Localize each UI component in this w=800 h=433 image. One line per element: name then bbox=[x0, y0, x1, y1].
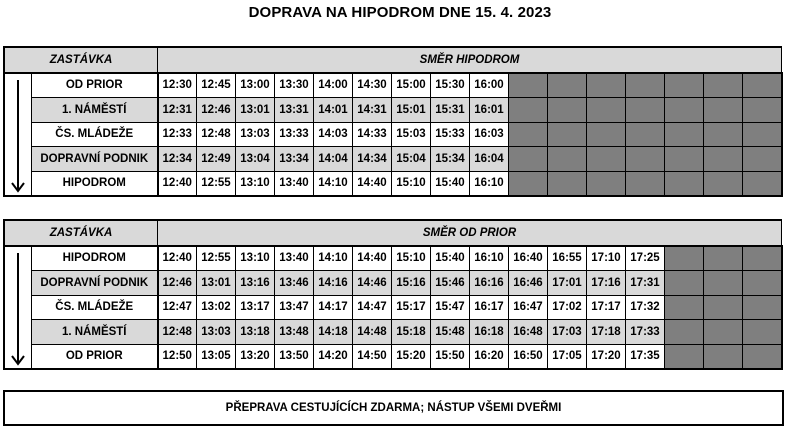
departure-time: 12:33 bbox=[158, 122, 197, 147]
departure-time: 12:45 bbox=[197, 73, 236, 98]
empty-slot bbox=[665, 98, 704, 123]
departure-time: 15:33 bbox=[431, 122, 470, 147]
stop-name: OD PRIOR bbox=[32, 73, 158, 98]
stop-name: 1. NÁMĚSTÍ bbox=[32, 98, 158, 123]
departure-time: 15:30 bbox=[431, 73, 470, 98]
departure-time: 17:03 bbox=[548, 320, 587, 345]
empty-slot bbox=[704, 320, 743, 345]
departure-time: 16:20 bbox=[470, 344, 509, 369]
departure-time: 15:04 bbox=[392, 147, 431, 172]
empty-slot bbox=[665, 171, 704, 196]
departure-time: 16:10 bbox=[470, 171, 509, 196]
departure-time: 13:01 bbox=[197, 271, 236, 296]
departure-time: 17:18 bbox=[587, 320, 626, 345]
empty-slot bbox=[626, 122, 665, 147]
departure-time: 14:03 bbox=[314, 122, 353, 147]
departure-time: 13:34 bbox=[275, 147, 314, 172]
departure-time: 13:02 bbox=[197, 295, 236, 320]
departure-time: 13:46 bbox=[275, 271, 314, 296]
down-arrow-icon bbox=[11, 80, 25, 193]
empty-slot bbox=[704, 171, 743, 196]
departure-time: 16:04 bbox=[470, 147, 509, 172]
empty-slot bbox=[743, 171, 782, 196]
departure-time: 16:10 bbox=[470, 246, 509, 271]
stop-name: DOPRAVNÍ PODNIK bbox=[32, 271, 158, 296]
departure-time: 16:18 bbox=[470, 320, 509, 345]
departure-time: 15:10 bbox=[392, 171, 431, 196]
empty-slot bbox=[509, 122, 548, 147]
empty-slot bbox=[509, 98, 548, 123]
departure-time: 12:40 bbox=[158, 246, 197, 271]
departure-time: 13:03 bbox=[197, 320, 236, 345]
empty-slot bbox=[548, 171, 587, 196]
direction-arrow-cell bbox=[4, 73, 32, 197]
stop-name: HIPODROM bbox=[32, 171, 158, 196]
departure-time: 14:04 bbox=[314, 147, 353, 172]
departure-time: 13:00 bbox=[236, 73, 275, 98]
empty-slot bbox=[665, 147, 704, 172]
departure-time: 16:17 bbox=[470, 295, 509, 320]
table-row bbox=[4, 73, 782, 98]
departure-time: 14:46 bbox=[353, 271, 392, 296]
direction-header: SMĚR OD PRIOR bbox=[158, 220, 782, 246]
departure-time: 12:46 bbox=[158, 271, 197, 296]
timetable-to-hipodrom bbox=[3, 46, 783, 197]
departure-time: 12:50 bbox=[158, 344, 197, 369]
departure-time: 14:33 bbox=[353, 122, 392, 147]
empty-slot bbox=[704, 147, 743, 172]
departure-time: 14:20 bbox=[314, 344, 353, 369]
departure-time: 12:30 bbox=[158, 73, 197, 98]
departure-time: 13:50 bbox=[275, 344, 314, 369]
table-row bbox=[4, 295, 782, 320]
empty-slot bbox=[743, 246, 782, 271]
departure-time: 14:40 bbox=[353, 246, 392, 271]
departure-time: 15:03 bbox=[392, 122, 431, 147]
empty-slot bbox=[587, 122, 626, 147]
empty-slot bbox=[665, 271, 704, 296]
empty-slot bbox=[509, 73, 548, 98]
timetable-from-hipodrom bbox=[3, 219, 783, 370]
departure-time: 12:55 bbox=[197, 246, 236, 271]
empty-slot bbox=[743, 320, 782, 345]
departure-time: 12:55 bbox=[197, 171, 236, 196]
departure-time: 13:40 bbox=[275, 171, 314, 196]
departure-time: 14:16 bbox=[314, 271, 353, 296]
page-title: DOPRAVA NA HIPODROM DNE 15. 4. 2023 bbox=[248, 4, 552, 21]
departure-time: 14:18 bbox=[314, 320, 353, 345]
empty-slot bbox=[704, 98, 743, 123]
departure-time: 14:10 bbox=[314, 171, 353, 196]
departure-time: 17:25 bbox=[626, 246, 665, 271]
empty-slot bbox=[743, 271, 782, 296]
departure-time: 16:46 bbox=[509, 271, 548, 296]
departure-time: 12:49 bbox=[197, 147, 236, 172]
departure-time: 13:48 bbox=[275, 320, 314, 345]
empty-slot bbox=[548, 122, 587, 147]
down-arrow-icon bbox=[11, 253, 25, 366]
departure-time: 13:33 bbox=[275, 122, 314, 147]
table-row bbox=[4, 271, 782, 296]
empty-slot bbox=[587, 171, 626, 196]
empty-slot bbox=[626, 73, 665, 98]
departure-time: 13:17 bbox=[236, 295, 275, 320]
departure-time: 15:40 bbox=[431, 246, 470, 271]
empty-slot bbox=[704, 295, 743, 320]
empty-slot bbox=[626, 171, 665, 196]
empty-slot bbox=[743, 344, 782, 369]
empty-slot bbox=[743, 295, 782, 320]
table-row bbox=[4, 98, 782, 123]
departure-time: 13:04 bbox=[236, 147, 275, 172]
stop-name: OD PRIOR bbox=[32, 344, 158, 369]
empty-slot bbox=[665, 320, 704, 345]
departure-time: 13:16 bbox=[236, 271, 275, 296]
departure-time: 14:17 bbox=[314, 295, 353, 320]
departure-time: 16:40 bbox=[509, 246, 548, 271]
table-row bbox=[4, 344, 782, 369]
departure-time: 15:50 bbox=[431, 344, 470, 369]
departure-time: 14:31 bbox=[353, 98, 392, 123]
empty-slot bbox=[587, 98, 626, 123]
departure-time: 17:02 bbox=[548, 295, 587, 320]
departure-time: 17:05 bbox=[548, 344, 587, 369]
departure-time: 13:47 bbox=[275, 295, 314, 320]
departure-time: 14:30 bbox=[353, 73, 392, 98]
departure-time: 13:20 bbox=[236, 344, 275, 369]
departure-time: 12:31 bbox=[158, 98, 197, 123]
empty-slot bbox=[509, 147, 548, 172]
departure-time: 17:35 bbox=[626, 344, 665, 369]
departure-time: 17:20 bbox=[587, 344, 626, 369]
departure-time: 15:18 bbox=[392, 320, 431, 345]
empty-slot bbox=[665, 122, 704, 147]
departure-time: 17:33 bbox=[626, 320, 665, 345]
departure-time: 15:10 bbox=[392, 246, 431, 271]
empty-slot bbox=[704, 344, 743, 369]
departure-time: 15:17 bbox=[392, 295, 431, 320]
departure-time: 15:01 bbox=[392, 98, 431, 123]
empty-slot bbox=[743, 73, 782, 98]
departure-time: 16:48 bbox=[509, 320, 548, 345]
departure-time: 16:00 bbox=[470, 73, 509, 98]
departure-time: 16:16 bbox=[470, 271, 509, 296]
table-row bbox=[4, 246, 782, 271]
departure-time: 12:48 bbox=[197, 122, 236, 147]
empty-slot bbox=[704, 246, 743, 271]
departure-time: 12:46 bbox=[197, 98, 236, 123]
stop-column-header: ZASTÁVKA bbox=[4, 47, 158, 73]
table-row bbox=[4, 147, 782, 172]
departure-time: 17:10 bbox=[587, 246, 626, 271]
departure-time: 14:00 bbox=[314, 73, 353, 98]
departure-time: 15:46 bbox=[431, 271, 470, 296]
table-row bbox=[4, 320, 782, 345]
departure-time: 13:10 bbox=[236, 246, 275, 271]
departure-time: 12:34 bbox=[158, 147, 197, 172]
departure-time: 14:47 bbox=[353, 295, 392, 320]
empty-slot bbox=[704, 271, 743, 296]
departure-time: 13:03 bbox=[236, 122, 275, 147]
empty-slot bbox=[665, 73, 704, 98]
empty-slot bbox=[548, 147, 587, 172]
empty-slot bbox=[743, 122, 782, 147]
empty-slot bbox=[548, 73, 587, 98]
empty-slot bbox=[704, 122, 743, 147]
departure-time: 15:31 bbox=[431, 98, 470, 123]
departure-time: 16:03 bbox=[470, 122, 509, 147]
footer-notice: PŘEPRAVA CESTUJÍCÍCH ZDARMA; NÁSTUP VŠEMI DVEŘMI bbox=[3, 390, 784, 426]
direction-arrow-cell bbox=[4, 246, 32, 370]
departure-time: 14:40 bbox=[353, 171, 392, 196]
stop-column-header: ZASTÁVKA bbox=[4, 220, 158, 246]
departure-time: 17:01 bbox=[548, 271, 587, 296]
departure-time: 13:05 bbox=[197, 344, 236, 369]
departure-time: 14:48 bbox=[353, 320, 392, 345]
empty-slot bbox=[548, 98, 587, 123]
departure-time: 16:55 bbox=[548, 246, 587, 271]
departure-time: 16:47 bbox=[509, 295, 548, 320]
empty-slot bbox=[665, 246, 704, 271]
stop-name: 1. NÁMĚSTÍ bbox=[32, 320, 158, 345]
stop-name: DOPRAVNÍ PODNIK bbox=[32, 147, 158, 172]
departure-time: 12:40 bbox=[158, 171, 197, 196]
departure-time: 13:30 bbox=[275, 73, 314, 98]
empty-slot bbox=[626, 147, 665, 172]
departure-time: 15:47 bbox=[431, 295, 470, 320]
departure-time: 15:48 bbox=[431, 320, 470, 345]
departure-time: 12:48 bbox=[158, 320, 197, 345]
departure-time: 13:31 bbox=[275, 98, 314, 123]
empty-slot bbox=[743, 147, 782, 172]
empty-slot bbox=[509, 171, 548, 196]
departure-time: 15:00 bbox=[392, 73, 431, 98]
empty-slot bbox=[626, 98, 665, 123]
departure-time: 16:50 bbox=[509, 344, 548, 369]
departure-time: 12:47 bbox=[158, 295, 197, 320]
departure-time: 13:40 bbox=[275, 246, 314, 271]
departure-time: 14:10 bbox=[314, 246, 353, 271]
departure-time: 15:40 bbox=[431, 171, 470, 196]
departure-time: 14:50 bbox=[353, 344, 392, 369]
departure-time: 17:32 bbox=[626, 295, 665, 320]
departure-time: 16:01 bbox=[470, 98, 509, 123]
empty-slot bbox=[743, 98, 782, 123]
direction-header: SMĚR HIPODROM bbox=[158, 47, 782, 73]
departure-time: 15:16 bbox=[392, 271, 431, 296]
departure-time: 17:16 bbox=[587, 271, 626, 296]
departure-time: 14:01 bbox=[314, 98, 353, 123]
stop-name: ČS. MLÁDEŽE bbox=[32, 295, 158, 320]
departure-time: 17:31 bbox=[626, 271, 665, 296]
empty-slot bbox=[587, 73, 626, 98]
empty-slot bbox=[665, 344, 704, 369]
empty-slot bbox=[704, 73, 743, 98]
empty-slot bbox=[665, 295, 704, 320]
departure-time: 17:17 bbox=[587, 295, 626, 320]
departure-time: 13:18 bbox=[236, 320, 275, 345]
stop-name: ČS. MLÁDEŽE bbox=[32, 122, 158, 147]
departure-time: 13:01 bbox=[236, 98, 275, 123]
departure-time: 13:10 bbox=[236, 171, 275, 196]
table-row bbox=[4, 122, 782, 147]
stop-name: HIPODROM bbox=[32, 246, 158, 271]
table-row bbox=[4, 171, 782, 196]
empty-slot bbox=[587, 147, 626, 172]
departure-time: 14:34 bbox=[353, 147, 392, 172]
departure-time: 15:20 bbox=[392, 344, 431, 369]
departure-time: 15:34 bbox=[431, 147, 470, 172]
